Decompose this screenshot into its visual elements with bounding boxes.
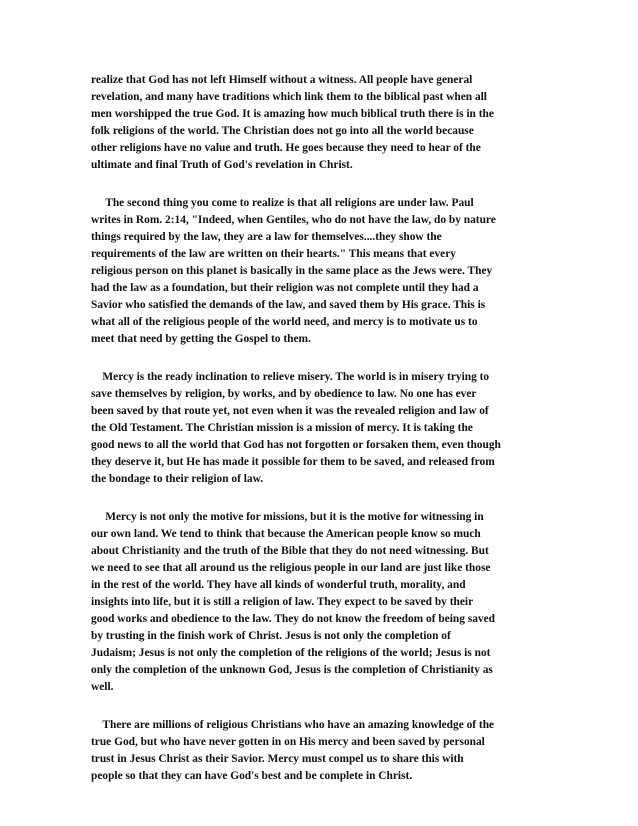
- text-line: we need to see that all around us the religious people in our land are just like those: [91, 562, 491, 574]
- text-line: meet that need by getting the Gospel to them.: [91, 333, 311, 345]
- text-line: save themselves by religion, by works, and by obedience to law. No one has ever: [91, 388, 477, 400]
- text-line: in the rest of the world. They have all kinds of wonderful truth, morality, and: [91, 579, 466, 591]
- paragraph-religious-christians: [91, 717, 547, 785]
- text-line: well.: [91, 681, 114, 693]
- text-line: our own land. We tend to think that because the American people know so much: [91, 528, 481, 540]
- document-page: [91, 72, 547, 806]
- text-line: by trusting in the finish work of Christ. Jesus is not only the completion of: [91, 630, 451, 642]
- paragraph-mercy-witnessing: [91, 509, 547, 696]
- text-line: had the law as a foundation, but their religion was not complete until they had a: [91, 282, 479, 294]
- text-line: about Christianity and the truth of the Bible that they do not need witnessing. But: [91, 545, 489, 557]
- text-line: been saved by that route yet, not even when it was the revealed religion and law of: [91, 405, 489, 417]
- text-line: other religions have no value and truth. He goes because they need to hear of the: [91, 142, 481, 154]
- text-line: insights into life, but it is still a religion of law. They expect to be saved by their: [91, 596, 474, 608]
- paragraph-general-revelation: [91, 72, 547, 174]
- text-line: good works and obedience to the law. They do not know the freedom of being saved: [91, 613, 495, 625]
- paragraph-religions-under-law: [91, 195, 547, 348]
- text-line: ultimate and final Truth of God's revelation in Christ.: [91, 159, 353, 171]
- text-line: revelation, and many have traditions which link them to the biblical past when all: [91, 91, 487, 103]
- text-line: true God, but who have never gotten in on His mercy and been saved by personal: [91, 736, 485, 748]
- text-line: Judaism; Jesus is not only the completion of the religions of the world; Jesus is not: [91, 647, 491, 659]
- text-line: Savior who satisfied the demands of the law, and saved them by His grace. This is: [91, 299, 486, 311]
- text-line: good news to all the world that God has not forgotten or forsaken them, even though: [91, 439, 501, 451]
- text-line: they deserve it, but He has made it possible for them to be saved, and released from: [91, 456, 495, 468]
- text-line: people so that they can have God's best and be complete in Christ.: [91, 770, 413, 782]
- text-line: requirements of the law are written on their hearts." This means that every: [91, 248, 456, 260]
- paragraph-mercy-relieve-misery: [91, 369, 547, 488]
- text-line: realize that God has not left Himself without a witness. All people have general: [91, 74, 473, 86]
- text-line: things required by the law, they are a law for themselves....they show the: [91, 231, 442, 243]
- text-line: Mercy is not only the motive for missions, but it is the motive for witnessing in: [91, 511, 484, 523]
- text-line: Mercy is the ready inclination to relieve misery. The world is in misery trying to: [91, 371, 490, 383]
- text-line: what all of the religious people of the world need, and mercy is to motivate us to: [91, 316, 478, 328]
- text-line: The second thing you come to realize is that all religions are under law. Paul: [91, 197, 474, 209]
- text-line: religious person on this planet is basically in the same place as the Jews were. They: [91, 265, 493, 277]
- text-line: trust in Jesus Christ as their Savior. Mercy must compel us to share this with: [91, 753, 464, 765]
- text-line: only the completion of the unknown God, Jesus is the completion of Christianity as: [91, 664, 493, 676]
- text-line: folk religions of the world. The Christian does not go into all the world because: [91, 125, 474, 137]
- text-line: the Old Testament. The Christian mission is a mission of mercy. It is taking the: [91, 422, 473, 434]
- text-line: There are millions of religious Christians who have an amazing knowledge of the: [91, 719, 495, 731]
- text-line: the bondage to their religion of law.: [91, 473, 264, 485]
- text-line: men worshipped the true God. It is amazing how much biblical truth there is in the: [91, 108, 494, 120]
- text-line: writes in Rom. 2:14, "Indeed, when Gentiles, who do not have the law, do by nature: [91, 214, 496, 226]
